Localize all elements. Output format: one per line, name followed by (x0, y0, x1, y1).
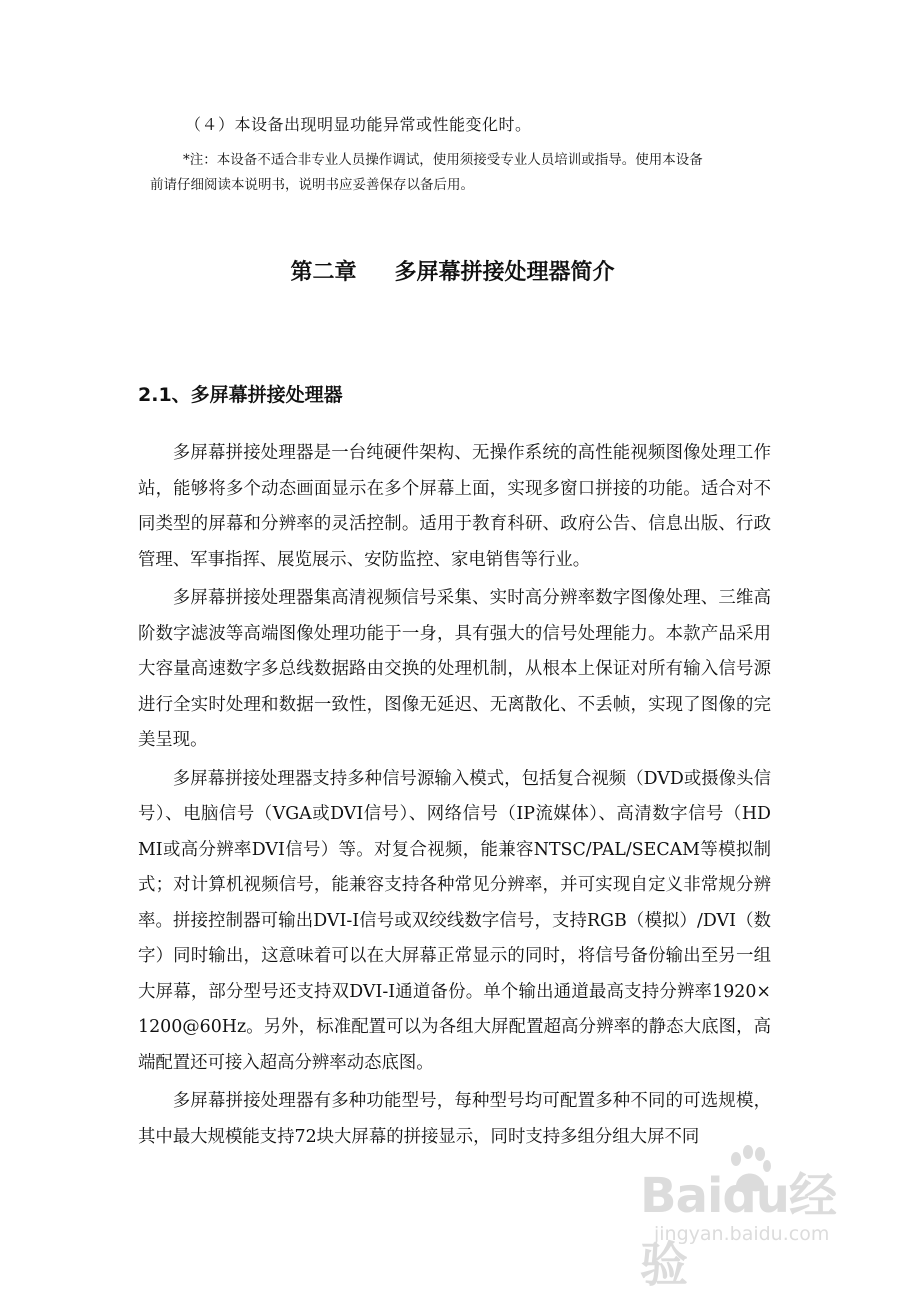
paragraph: 多屏幕拼接处理器是一台纯硬件架构、无操作系统的高性能视频图像处理工作站，能够将多个动态画面显示在多个屏幕上面，实现多窗口拼接的功能。适合对不同类型的屏幕和分辨率的灵活控制。适用于教育科研、政府公告、信息出版、行政管理、军事指挥、展览展示、安防监控、家电销售等行业。 (138, 443, 771, 570)
watermark-url: jingyan.baidu.com (654, 1223, 830, 1245)
note-line-2: 前请仔细阅读本说明书，说明书应妥善保存以备后用。 (150, 177, 474, 193)
note-line-1: *注：本设备不适合非专业人员操作调试，使用须接受专业人员培训或指导。使用本设备 (183, 152, 703, 168)
notice-item-4: （４）本设备出现明显功能异常或性能变化时。 (185, 115, 532, 134)
paragraph: 多屏幕拼接处理器有多种功能型号，每种型号均可配置多种不同的可选规模，其中最大规模能支持72块大屏幕的拼接显示，同时支持多组分组大屏不同 (138, 1091, 771, 1147)
chapter-title: 多屏幕拼接处理器简介 (394, 260, 615, 285)
paragraph: 多屏幕拼接处理器集高清视频信号采集、实时高分辨率数字图像处理、三维高阶数字滤波等高端图像处理功能于一身，具有强大的信号处理能力。本款产品采用大容量高速数字多总线数据路由交换的处理机制，从根本上保证对所有输入信号源进行全实时处理和数据一致性，图像无延迟、无离散化、不丢帧，实现了图像的完美呈现。 (138, 588, 771, 750)
section-heading: 2.1、多屏幕拼接处理器 (138, 384, 343, 406)
watermark-logo-text: Baidu经验 (640, 1168, 836, 1293)
notice-note (150, 148, 780, 198)
body-text (138, 436, 771, 1158)
chapter-number: 第二章 (290, 260, 357, 285)
baidu-jingyan-watermark (640, 1145, 870, 1293)
chapter-heading (0, 255, 905, 286)
paragraph: 多屏幕拼接处理器支持多种信号源输入模式，包括复合视频（DVD或摄像头信号）、电脑信号（VGA或DVI信号）、网络信号（IP流媒体）、高清数字信号（HDMI或高分辨率DVI信号）等。对复合视频，能兼容NTSC/PAL/SECAM等模拟制式；对计算机视频信号，能兼容支持各种常见分辨率，并可实现自定义非常规分辨率。拼接控制器可输出DVI-I信号或双绞线数字信号，支持RGB（模拟）/DVI（数字）同时输出，这意味着可以在大屏幕正常显示的同时，将信号备份输出至另一组大屏幕，部分型号还支持双DVI-I通道备份。单个输出通道最高支持分辨率1920×1200@60Hz。另外，标准配置可以为各组大屏配置超高分辨率的静态大底图，高端配置还可接入超高分辨率动态底图。 (138, 768, 771, 1073)
